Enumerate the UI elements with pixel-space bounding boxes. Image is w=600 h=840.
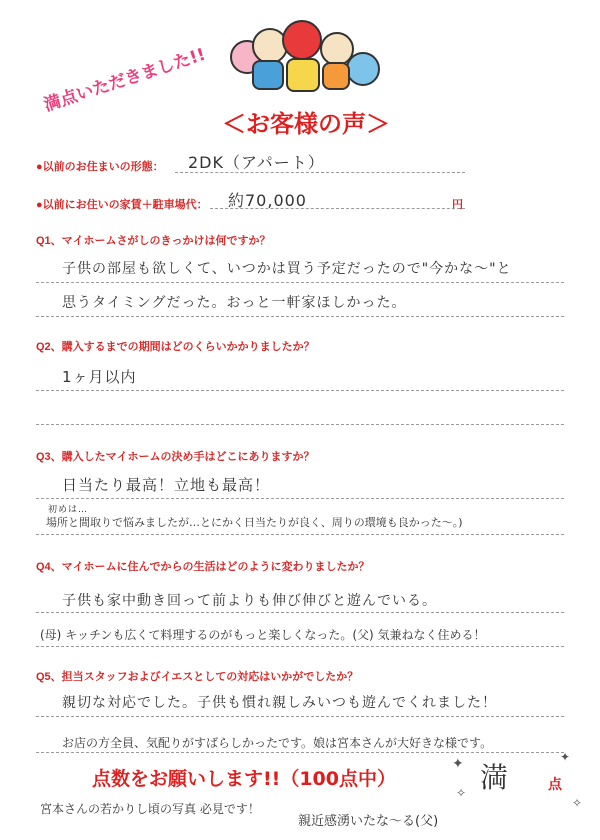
q5-question: Q5、担当スタッフおよびイエスとしての対応はいかがでしたか？ bbox=[36, 671, 359, 683]
q3-note-text: 場所と間取りで悩みましたが…とにかく日当たりが良く、周りの環境も良かった～。) bbox=[46, 516, 463, 529]
mascot-body-orange bbox=[322, 62, 350, 90]
q5-answer-line2: お店の方全員、気配りがすばらしかったです。娘は宮本さんが大好きな様です。 bbox=[62, 736, 493, 750]
sparkle-icon-4: ✧ bbox=[572, 796, 583, 810]
q3-line2 bbox=[36, 534, 564, 535]
q4-answer-line2: (母) キッチンも広くて料理するのがもっと楽しくなった。(父) 気兼ねなく住める！ bbox=[40, 628, 486, 642]
q5-answer-line1: 親切な対応でした。子供も慣れ親しみいつも遊んでくれました！ bbox=[62, 695, 497, 711]
q4-answer-line1: 子供も家中動き回って前よりも伸び伸びと遊んでいる。 bbox=[62, 593, 437, 609]
score-label: 点数をお願いします!!（100点中） bbox=[92, 768, 396, 790]
prev-layout-underline bbox=[175, 172, 465, 173]
prev-layout-value: 2DK（アパート） bbox=[188, 153, 325, 172]
mascot-red bbox=[282, 20, 322, 60]
q3-note-prefix: 初めは… bbox=[48, 505, 89, 515]
perfect-score-stamp: 満点いただきました!! bbox=[41, 44, 208, 116]
q2-line1 bbox=[36, 390, 564, 391]
sparkle-icon-3: ✦ bbox=[560, 750, 571, 764]
q1-line1 bbox=[36, 282, 564, 283]
mascot-group bbox=[222, 18, 382, 98]
q1-answer-line2: 思うタイミングだった。おっと一軒家ほしかった。 bbox=[62, 295, 407, 311]
prev-rent-value: 約70,000 bbox=[228, 191, 307, 210]
sparkle-icon: ✦ bbox=[452, 756, 464, 772]
q1-answer-line1: 子供の部屋も欲しくて、いつかは買う予定だったので"今かな～"と bbox=[62, 261, 512, 277]
q1-line2 bbox=[36, 316, 564, 317]
prev-rent-underline bbox=[210, 208, 465, 209]
q3-question: Q3、購入したマイホームの決め手はどこにありますか？ bbox=[36, 451, 315, 463]
q1-question: Q1、マイホームさがしのきっかけは何ですか？ bbox=[36, 235, 271, 247]
score-value: 満 bbox=[480, 761, 510, 794]
mascot-body-yellow bbox=[286, 58, 320, 92]
footer-note-2: 親近感湧いたな～る(父) bbox=[298, 814, 439, 829]
q4-line1 bbox=[36, 612, 564, 613]
q3-line1 bbox=[36, 498, 564, 499]
page-title: ＜お客様の声＞ bbox=[222, 110, 390, 138]
q4-line2 bbox=[36, 646, 564, 647]
q2-answer-line1: 1ヶ月以内 bbox=[62, 368, 137, 386]
q3-answer-line1: 日当たり最高！立地も最高！ bbox=[62, 476, 271, 494]
prev-rent-unit: 円 bbox=[452, 199, 463, 211]
prev-rent-label: ●以前にお住いの家賃＋駐車場代： bbox=[36, 199, 208, 211]
q5-line2 bbox=[36, 752, 564, 753]
q4-question: Q4、マイホームに住んでからの生活はどのように変わりましたか？ bbox=[36, 561, 370, 573]
mascot-blue bbox=[346, 52, 380, 86]
mascot-body-blue bbox=[252, 60, 284, 90]
footer-note-1: 宮本さんの若かりし頃の写真 必見です！ bbox=[40, 802, 260, 816]
q2-question: Q2、購入するまでの期間はどのくらいかかりましたか？ bbox=[36, 341, 315, 353]
q5-line1 bbox=[36, 716, 564, 717]
sparkle-icon-2: ✧ bbox=[456, 786, 467, 800]
prev-layout-label: ●以前のお住まいの形態： bbox=[36, 161, 164, 173]
score-unit: 点 bbox=[548, 777, 562, 793]
q2-line2 bbox=[36, 424, 564, 425]
